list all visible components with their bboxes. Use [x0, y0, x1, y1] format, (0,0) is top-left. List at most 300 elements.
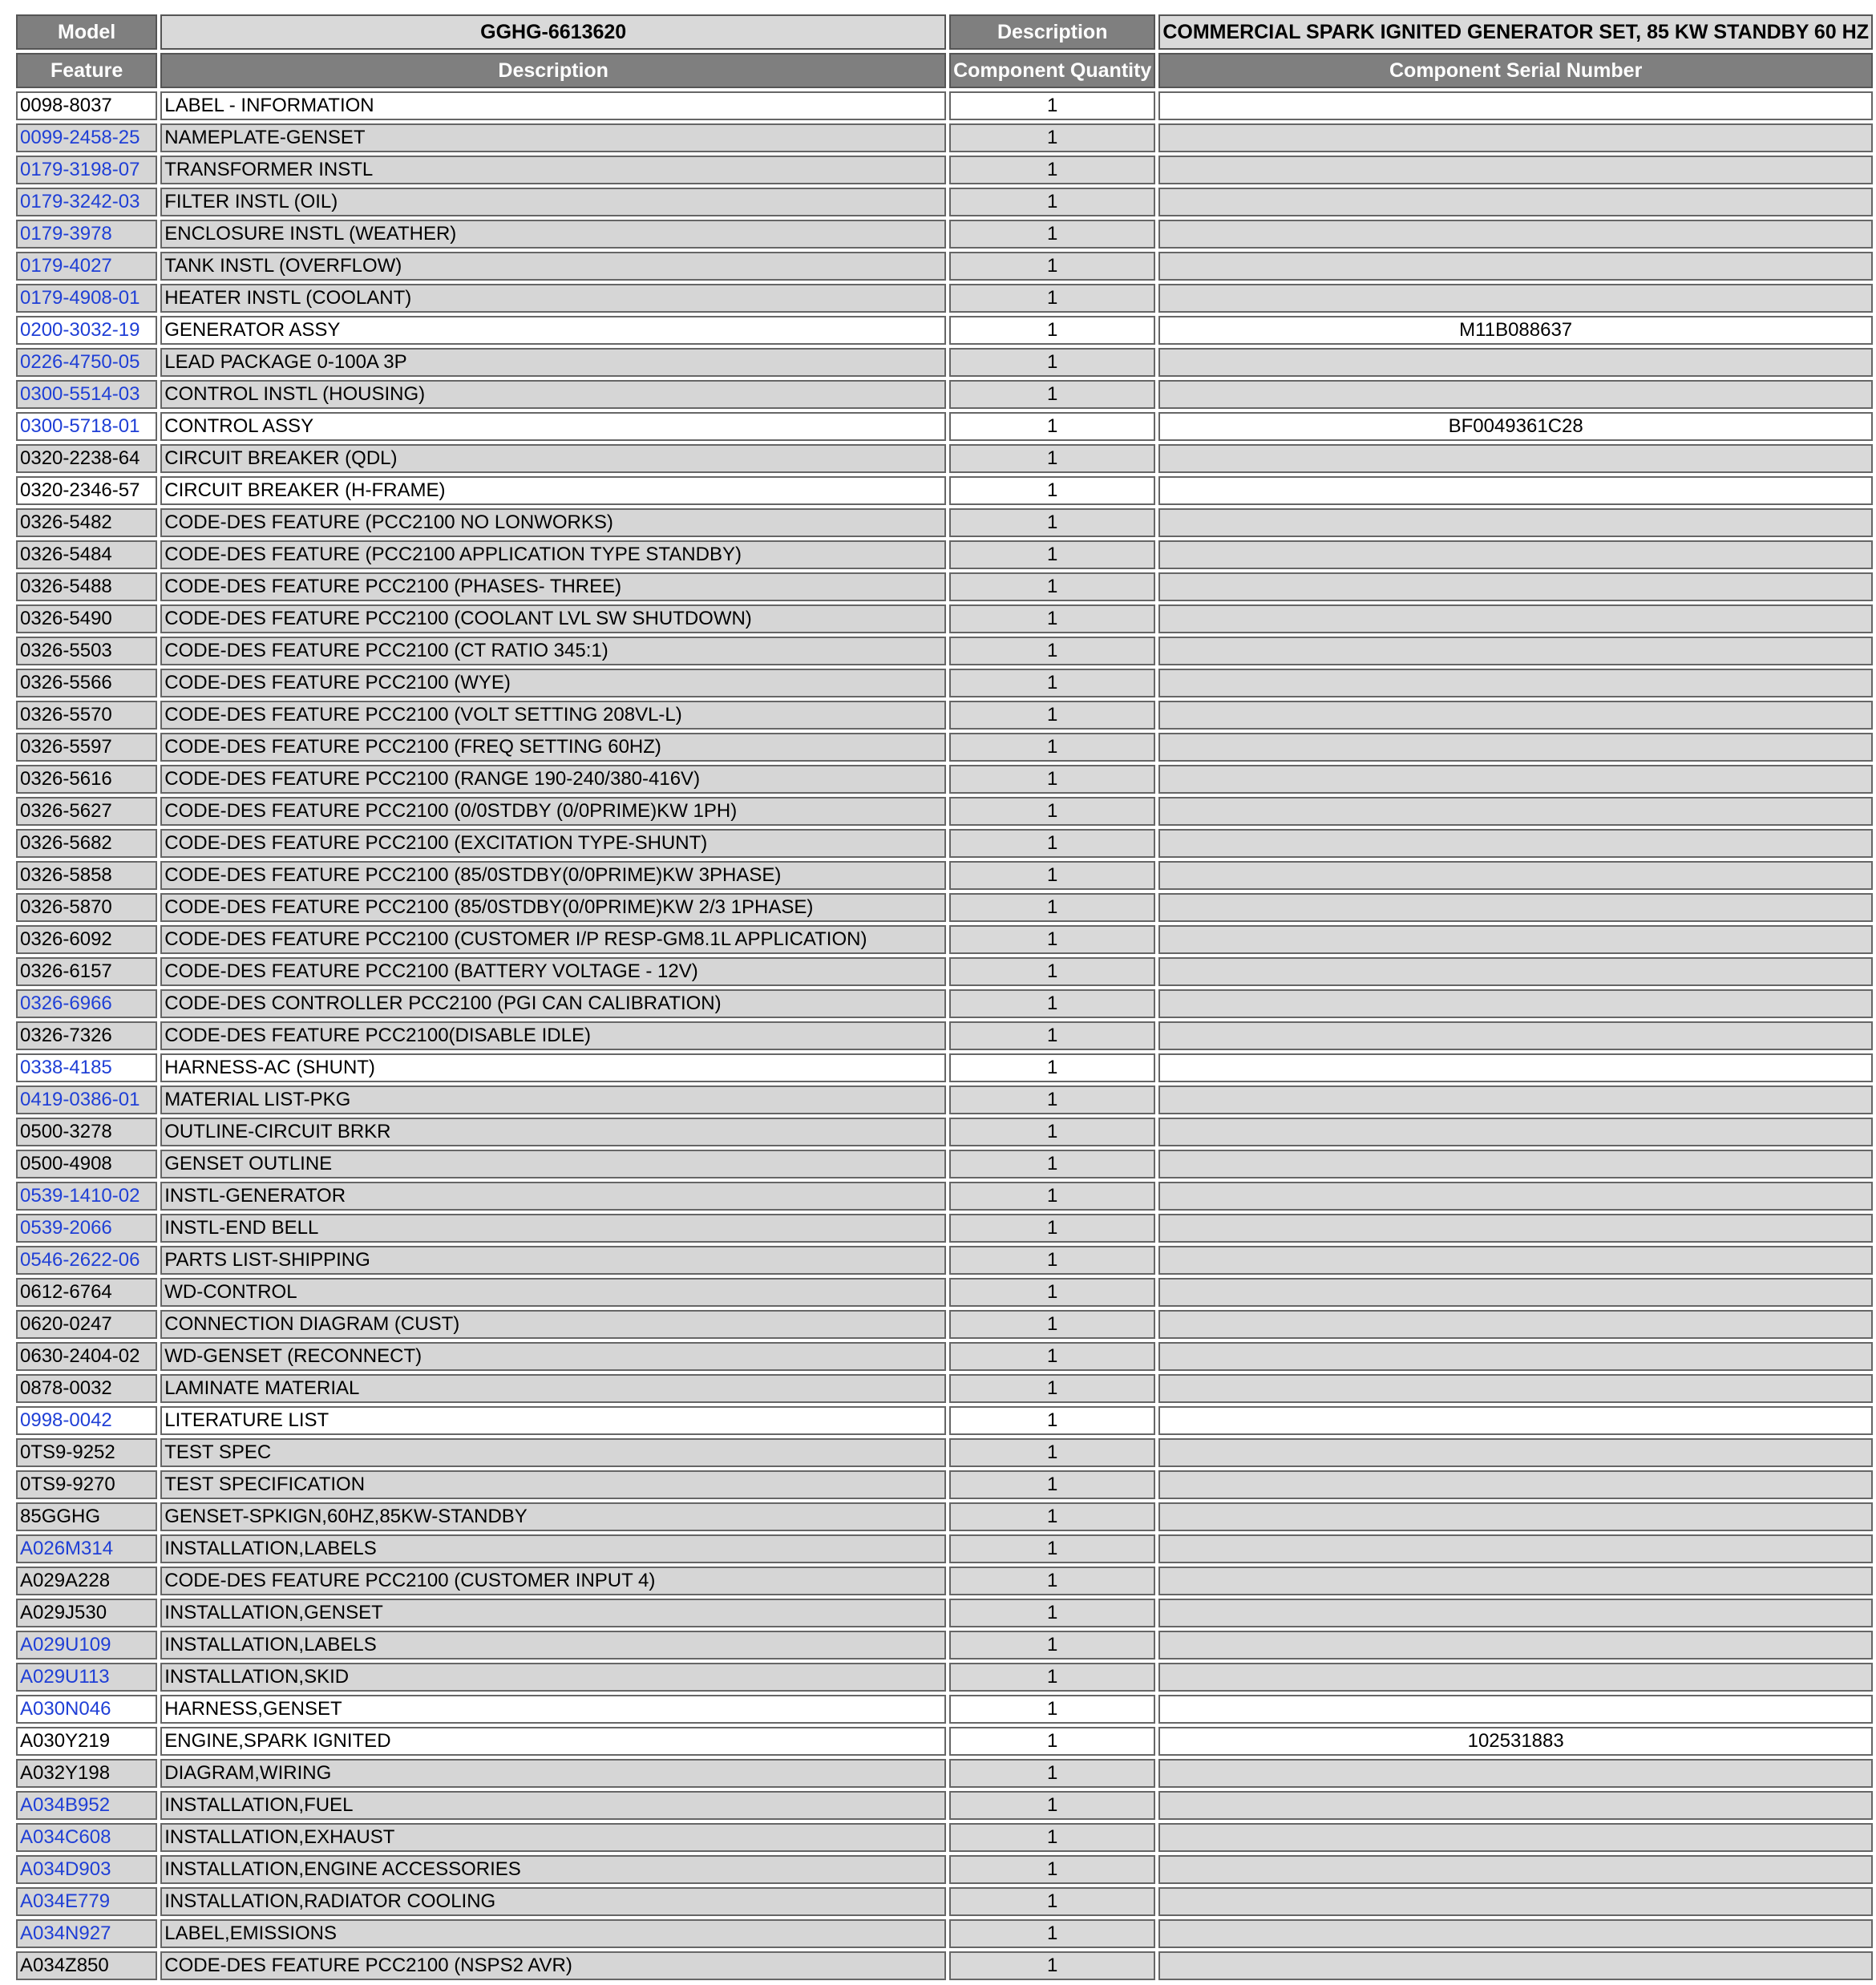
quantity-cell: 1: [949, 861, 1155, 890]
feature-cell: [16, 1470, 157, 1499]
quantity-cell: 1: [949, 989, 1155, 1018]
feature-code: 0326-5627: [20, 800, 112, 822]
table-row: [16, 797, 1873, 826]
feature-cell: [16, 1599, 157, 1627]
feature-cell: [16, 284, 157, 313]
table-row: [16, 188, 1873, 216]
feature-link[interactable]: A034E779: [20, 1890, 111, 1912]
description-cell: CODE-DES FEATURE (PCC2100 APPLICATION TYPE STANDBY): [160, 540, 946, 569]
quantity-cell: 1: [949, 957, 1155, 986]
serial-number-cell: [1158, 1695, 1873, 1724]
description-cell: ENGINE,SPARK IGNITED: [160, 1727, 946, 1756]
feature-code: 0612-6764: [20, 1281, 112, 1303]
description-cell: CODE-DES FEATURE (PCC2100 NO LONWORKS): [160, 508, 946, 537]
table-row: [16, 1759, 1873, 1788]
table-row: [16, 444, 1873, 473]
quantity-cell: 1: [949, 123, 1155, 152]
feature-link[interactable]: A034C608: [20, 1826, 111, 1848]
table-row: [16, 1631, 1873, 1660]
quantity-cell: 1: [949, 637, 1155, 665]
serial-number-cell: [1158, 444, 1873, 473]
feature-cell: [16, 444, 157, 473]
table-row: [16, 1599, 1873, 1627]
table-row: [16, 1567, 1873, 1595]
serial-number-cell: M11B088637: [1158, 316, 1873, 345]
feature-code: 0326-5682: [20, 832, 112, 854]
feature-code: 0326-5503: [20, 640, 112, 661]
quantity-cell: 1: [949, 733, 1155, 762]
quantity-cell: 1: [949, 765, 1155, 794]
feature-cell: [16, 1053, 157, 1082]
table-row: [16, 1695, 1873, 1724]
table-row: [16, 1021, 1873, 1050]
serial-number-cell: [1158, 1951, 1873, 1980]
table-row: [16, 1214, 1873, 1243]
table-row: [16, 508, 1873, 537]
serial-number-cell: [1158, 1310, 1873, 1339]
quantity-cell: 1: [949, 1567, 1155, 1595]
quantity-cell: 1: [949, 1823, 1155, 1852]
serial-number-cell: [1158, 380, 1873, 409]
feature-cell: [16, 1663, 157, 1692]
feature-cell: [16, 1695, 157, 1724]
table-row: [16, 701, 1873, 730]
description-cell: CONTROL ASSY: [160, 412, 946, 441]
feature-link[interactable]: 0419-0386-01: [20, 1089, 140, 1110]
table-row: [16, 1278, 1873, 1307]
serial-number-cell: [1158, 1534, 1873, 1563]
feature-cell: [16, 733, 157, 762]
serial-number-cell: [1158, 348, 1873, 377]
quantity-cell: 1: [949, 476, 1155, 505]
description-cell: NAMEPLATE-GENSET: [160, 123, 946, 152]
feature-code: 0TS9-9252: [20, 1441, 115, 1463]
bom-container: [13, 11, 1876, 1983]
feature-cell: [16, 156, 157, 184]
description-cell: LABEL - INFORMATION: [160, 91, 946, 120]
description-cell: CODE-DES FEATURE PCC2100 (WYE): [160, 669, 946, 697]
description-cell: GENERATOR ASSY: [160, 316, 946, 345]
feature-cell: [16, 1919, 157, 1948]
description-cell: CODE-DES FEATURE PCC2100(DISABLE IDLE): [160, 1021, 946, 1050]
serial-number-cell: [1158, 797, 1873, 826]
feature-cell: [16, 701, 157, 730]
feature-link[interactable]: 0300-5514-03: [20, 383, 140, 405]
feature-code: 0326-5597: [20, 736, 112, 758]
quantity-cell: 1: [949, 1021, 1155, 1050]
feature-cell: [16, 1502, 157, 1531]
serial-number-cell: [1158, 893, 1873, 922]
table-row: [16, 476, 1873, 505]
feature-link[interactable]: 0539-2066: [20, 1217, 112, 1239]
table-row: [16, 604, 1873, 633]
table-row: [16, 91, 1873, 120]
description-cell: INSTALLATION,SKID: [160, 1663, 946, 1692]
feature-cell: [16, 861, 157, 890]
table-row: [16, 380, 1873, 409]
description-cell: PARTS LIST-SHIPPING: [160, 1246, 946, 1275]
description-cell: LEAD PACKAGE 0-100A 3P: [160, 348, 946, 377]
feature-cell: [16, 637, 157, 665]
feature-link[interactable]: 0546-2622-06: [20, 1249, 140, 1271]
feature-cell: [16, 1951, 157, 1980]
quantity-cell: 1: [949, 797, 1155, 826]
quantity-cell: 1: [949, 1278, 1155, 1307]
table-row: [16, 540, 1873, 569]
feature-link[interactable]: 0539-1410-02: [20, 1185, 140, 1207]
feature-code: 0326-5484: [20, 544, 112, 565]
feature-cell: [16, 1085, 157, 1114]
feature-code: 0320-2346-57: [20, 479, 140, 501]
feature-code: 0326-5490: [20, 608, 112, 629]
description-cell: INSTL-END BELL: [160, 1214, 946, 1243]
feature-cell: [16, 91, 157, 120]
description-cell: HARNESS-AC (SHUNT): [160, 1053, 946, 1082]
feature-code: 0326-5566: [20, 672, 112, 693]
feature-cell: [16, 1855, 157, 1884]
feature-cell: [16, 1374, 157, 1403]
serial-number-cell: [1158, 508, 1873, 537]
description-cell: CONNECTION DIAGRAM (CUST): [160, 1310, 946, 1339]
feature-code: A032Y198: [20, 1762, 111, 1784]
feature-code: 0500-3278: [20, 1121, 112, 1142]
feature-cell: [16, 829, 157, 858]
feature-cell: [16, 1278, 157, 1307]
serial-number-cell: [1158, 765, 1873, 794]
table-row: [16, 765, 1873, 794]
table-row: [16, 637, 1873, 665]
quantity-cell: 1: [949, 1663, 1155, 1692]
serial-number-cell: [1158, 156, 1873, 184]
quantity-cell: 1: [949, 1246, 1155, 1275]
description-cell: TEST SPECIFICATION: [160, 1470, 946, 1499]
feature-cell: [16, 989, 157, 1018]
feature-cell: [16, 508, 157, 537]
feature-cell: [16, 1021, 157, 1050]
serial-number-cell: [1158, 1021, 1873, 1050]
feature-link[interactable]: 0338-4185: [20, 1057, 112, 1078]
feature-code: A034Z850: [20, 1955, 109, 1976]
feature-link[interactable]: A034D903: [20, 1858, 111, 1880]
feature-cell: [16, 316, 157, 345]
feature-code: 0326-5488: [20, 576, 112, 597]
description-cell: INSTALLATION,GENSET: [160, 1599, 946, 1627]
serial-number-cell: [1158, 123, 1873, 152]
feature-cell: [16, 252, 157, 281]
table-row: [16, 252, 1873, 281]
table-row: [16, 1053, 1873, 1082]
serial-number-cell: [1158, 1085, 1873, 1114]
feature-cell: [16, 1823, 157, 1852]
serial-number-cell: [1158, 540, 1873, 569]
feature-link[interactable]: A029U109: [20, 1634, 111, 1656]
feature-cell: [16, 765, 157, 794]
feature-link[interactable]: 0179-4027: [20, 255, 112, 277]
quantity-cell: 1: [949, 348, 1155, 377]
description-cell: CONTROL INSTL (HOUSING): [160, 380, 946, 409]
quantity-cell: 1: [949, 444, 1155, 473]
feature-cell: [16, 893, 157, 922]
feature-code: 0098-8037: [20, 95, 112, 116]
feature-code: A029J530: [20, 1602, 107, 1623]
feature-link[interactable]: A026M314: [20, 1538, 114, 1559]
description-cell: INSTL-GENERATOR: [160, 1182, 946, 1211]
table-row: [16, 1406, 1873, 1435]
quantity-cell: 1: [949, 1470, 1155, 1499]
serial-number-cell: [1158, 188, 1873, 216]
feature-cell: [16, 188, 157, 216]
table-row: [16, 893, 1873, 922]
table-row: [16, 1823, 1873, 1852]
serial-number-cell: [1158, 1342, 1873, 1371]
table-row: [16, 1085, 1873, 1114]
feature-link[interactable]: 0300-5718-01: [20, 415, 140, 437]
quantity-cell: 1: [949, 1438, 1155, 1467]
feature-link[interactable]: A029U113: [20, 1666, 110, 1688]
feature-cell: [16, 476, 157, 505]
description-label: Description: [949, 14, 1155, 50]
feature-cell: [16, 572, 157, 601]
description-value: COMMERCIAL SPARK IGNITED GENERATOR SET, 85 KW STANDBY 60 HZ: [1158, 14, 1873, 50]
quantity-cell: 1: [949, 1502, 1155, 1531]
feature-cell: [16, 348, 157, 377]
description-cell: CODE-DES FEATURE PCC2100 (FREQ SETTING 60HZ): [160, 733, 946, 762]
feature-cell: [16, 1310, 157, 1339]
table-row: [16, 348, 1873, 377]
table-row: [16, 1342, 1873, 1371]
feature-link[interactable]: 0179-3198-07: [20, 159, 140, 180]
table-row: [16, 1663, 1873, 1692]
feature-code: 0630-2404-02: [20, 1345, 140, 1367]
feature-code: 0320-2238-64: [20, 447, 140, 469]
table-row: [16, 1855, 1873, 1884]
feature-cell: [16, 1631, 157, 1660]
table-row: [16, 925, 1873, 954]
feature-cell: [16, 1791, 157, 1820]
description-cell: CODE-DES FEATURE PCC2100 (CUSTOMER I/P RESP-GM8.1L APPLICATION): [160, 925, 946, 954]
description-cell: CODE-DES FEATURE PCC2100 (CUSTOMER INPUT 4): [160, 1567, 946, 1595]
feature-code: 0TS9-9270: [20, 1474, 115, 1495]
serial-number-cell: [1158, 1374, 1873, 1403]
serial-number-cell: [1158, 1663, 1873, 1692]
quantity-cell: 1: [949, 1534, 1155, 1563]
quantity-cell: 1: [949, 1599, 1155, 1627]
table-row: [16, 1951, 1873, 1980]
feature-cell: [16, 1246, 157, 1275]
quantity-cell: 1: [949, 412, 1155, 441]
quantity-cell: 1: [949, 925, 1155, 954]
quantity-cell: 1: [949, 1919, 1155, 1948]
column-header-quantity: Component Quantity: [949, 53, 1155, 88]
serial-number-cell: [1158, 1919, 1873, 1948]
feature-cell: [16, 925, 157, 954]
serial-number-cell: [1158, 989, 1873, 1018]
table-row: [16, 220, 1873, 249]
quantity-cell: 1: [949, 1342, 1155, 1371]
serial-number-cell: [1158, 572, 1873, 601]
table-row: [16, 316, 1873, 345]
description-cell: INSTALLATION,FUEL: [160, 1791, 946, 1820]
feature-cell: [16, 1534, 157, 1563]
description-cell: HARNESS,GENSET: [160, 1695, 946, 1724]
feature-link[interactable]: A034B952: [20, 1794, 111, 1816]
quantity-cell: 1: [949, 540, 1155, 569]
table-row: [16, 957, 1873, 986]
feature-link[interactable]: 0179-4908-01: [20, 287, 140, 309]
description-cell: ENCLOSURE INSTL (WEATHER): [160, 220, 946, 249]
description-cell: CODE-DES FEATURE PCC2100 (0/0STDBY (0/0PRIME)KW 1PH): [160, 797, 946, 826]
feature-link[interactable]: 0200-3032-19: [20, 319, 140, 341]
quantity-cell: 1: [949, 1310, 1155, 1339]
feature-code: 0326-6092: [20, 928, 112, 950]
description-cell: INSTALLATION,ENGINE ACCESSORIES: [160, 1855, 946, 1884]
description-cell: TANK INSTL (OVERFLOW): [160, 252, 946, 281]
feature-cell: [16, 1406, 157, 1435]
table-row: [16, 1118, 1873, 1146]
serial-number-cell: [1158, 1887, 1873, 1916]
feature-cell: [16, 540, 157, 569]
serial-number-cell: [1158, 1182, 1873, 1211]
quantity-cell: 1: [949, 1951, 1155, 1980]
feature-cell: [16, 1182, 157, 1211]
feature-link[interactable]: 0099-2458-25: [20, 127, 140, 148]
table-row: [16, 1374, 1873, 1403]
feature-cell: [16, 1150, 157, 1178]
feature-code: 0620-0247: [20, 1313, 112, 1335]
description-cell: DIAGRAM,WIRING: [160, 1759, 946, 1788]
description-cell: CIRCUIT BREAKER (QDL): [160, 444, 946, 473]
feature-code: 85GGHG: [20, 1506, 101, 1527]
description-cell: LITERATURE LIST: [160, 1406, 946, 1435]
feature-link[interactable]: 0326-6966: [20, 992, 112, 1014]
quantity-cell: 1: [949, 316, 1155, 345]
table-row: [16, 989, 1873, 1018]
feature-code: 0326-5570: [20, 704, 112, 726]
serial-number-cell: 102531883: [1158, 1727, 1873, 1756]
quantity-cell: 1: [949, 252, 1155, 281]
description-cell: CODE-DES FEATURE PCC2100 (EXCITATION TYPE-SHUNT): [160, 829, 946, 858]
serial-number-cell: BF0049361C28: [1158, 412, 1873, 441]
description-cell: GENSET-SPKIGN,60HZ,85KW-STANDBY: [160, 1502, 946, 1531]
quantity-cell: 1: [949, 380, 1155, 409]
serial-number-cell: [1158, 669, 1873, 697]
serial-number-cell: [1158, 1470, 1873, 1499]
quantity-cell: 1: [949, 284, 1155, 313]
table-row: [16, 861, 1873, 890]
feature-link[interactable]: 0226-4750-05: [20, 351, 140, 373]
feature-code: 0500-4908: [20, 1153, 112, 1174]
description-cell: INSTALLATION,LABELS: [160, 1631, 946, 1660]
feature-code: 0326-5482: [20, 511, 112, 533]
feature-code: 0878-0032: [20, 1377, 112, 1399]
serial-number-cell: [1158, 1791, 1873, 1820]
quantity-cell: 1: [949, 572, 1155, 601]
quantity-cell: 1: [949, 701, 1155, 730]
feature-cell: [16, 957, 157, 986]
description-cell: HEATER INSTL (COOLANT): [160, 284, 946, 313]
serial-number-cell: [1158, 1150, 1873, 1178]
table-row: [16, 1246, 1873, 1275]
feature-cell: [16, 1567, 157, 1595]
feature-link[interactable]: 0179-3978: [20, 223, 112, 245]
serial-number-cell: [1158, 252, 1873, 281]
serial-number-cell: [1158, 1759, 1873, 1788]
description-cell: CODE-DES FEATURE PCC2100 (RANGE 190-240/380-416V): [160, 765, 946, 794]
feature-link[interactable]: A034N927: [20, 1922, 111, 1944]
table-row: [16, 156, 1873, 184]
feature-cell: [16, 1214, 157, 1243]
serial-number-cell: [1158, 1599, 1873, 1627]
description-cell: CODE-DES FEATURE PCC2100 (CT RATIO 345:1): [160, 637, 946, 665]
description-cell: WD-CONTROL: [160, 1278, 946, 1307]
serial-number-cell: [1158, 1246, 1873, 1275]
serial-number-cell: [1158, 733, 1873, 762]
serial-number-cell: [1158, 1406, 1873, 1435]
quantity-cell: 1: [949, 893, 1155, 922]
description-cell: LAMINATE MATERIAL: [160, 1374, 946, 1403]
quantity-cell: 1: [949, 508, 1155, 537]
quantity-cell: 1: [949, 1182, 1155, 1211]
quantity-cell: 1: [949, 1150, 1155, 1178]
serial-number-cell: [1158, 91, 1873, 120]
feature-cell: [16, 220, 157, 249]
table-row: [16, 1919, 1873, 1948]
quantity-cell: 1: [949, 829, 1155, 858]
table-row: [16, 1791, 1873, 1820]
table-row: [16, 412, 1873, 441]
feature-link[interactable]: 0998-0042: [20, 1409, 112, 1431]
table-row: [16, 572, 1873, 601]
description-cell: INSTALLATION,RADIATOR COOLING: [160, 1887, 946, 1916]
serial-number-cell: [1158, 604, 1873, 633]
quantity-cell: 1: [949, 1631, 1155, 1660]
feature-link[interactable]: A030N046: [20, 1698, 111, 1720]
quantity-cell: 1: [949, 1053, 1155, 1082]
quantity-cell: 1: [949, 220, 1155, 249]
feature-code: 0326-5616: [20, 768, 112, 790]
feature-cell: [16, 604, 157, 633]
feature-cell: [16, 123, 157, 152]
serial-number-cell: [1158, 1567, 1873, 1595]
table-row: [16, 1887, 1873, 1916]
serial-number-cell: [1158, 1631, 1873, 1660]
table-row: [16, 1534, 1873, 1563]
table-row: [16, 284, 1873, 313]
quantity-cell: 1: [949, 1695, 1155, 1724]
quantity-cell: 1: [949, 1791, 1155, 1820]
feature-cell: [16, 797, 157, 826]
serial-number-cell: [1158, 1823, 1873, 1852]
quantity-cell: 1: [949, 188, 1155, 216]
serial-number-cell: [1158, 1855, 1873, 1884]
feature-code: 0326-6157: [20, 960, 112, 982]
column-header-serial: Component Serial Number: [1158, 53, 1873, 88]
quantity-cell: 1: [949, 1085, 1155, 1114]
table-row: [16, 1310, 1873, 1339]
description-cell: CODE-DES FEATURE PCC2100 (85/0STDBY(0/0PRIME)KW 2/3 1PHASE): [160, 893, 946, 922]
table-row: [16, 733, 1873, 762]
description-cell: MATERIAL LIST-PKG: [160, 1085, 946, 1114]
feature-code: A029A228: [20, 1570, 111, 1591]
description-cell: CIRCUIT BREAKER (H-FRAME): [160, 476, 946, 505]
feature-cell: [16, 1727, 157, 1756]
feature-link[interactable]: 0179-3242-03: [20, 191, 140, 212]
description-cell: TEST SPEC: [160, 1438, 946, 1467]
serial-number-cell: [1158, 220, 1873, 249]
description-cell: CODE-DES FEATURE PCC2100 (85/0STDBY(0/0PRIME)KW 3PHASE): [160, 861, 946, 890]
bom-table-body: [16, 14, 1873, 1980]
table-row: [16, 123, 1873, 152]
